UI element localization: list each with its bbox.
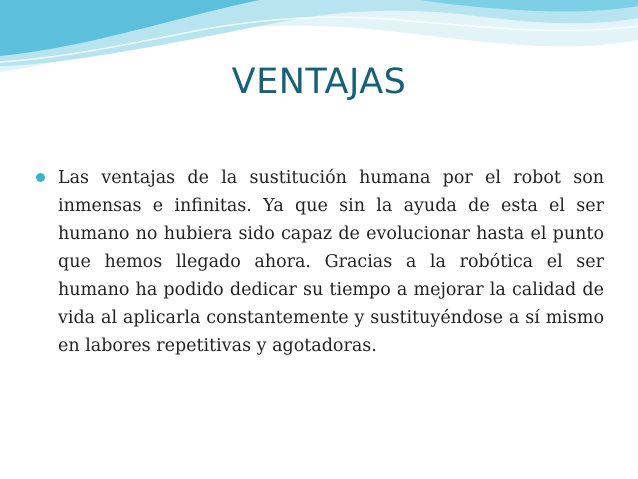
bullet-item: [34, 164, 604, 360]
slide-body: [34, 164, 604, 360]
slide-title: VENTAJAS: [231, 62, 407, 102]
bullet-dot-icon: [36, 173, 45, 182]
bullet-text: Las ventajas de la sustitución humana por el robot son inmensas e infinitas. Ya que sin la ayuda de esta el ser humano no hubiera sido capaz de evolucionar hasta el punto que hemos llegado ahora. Gracias a la robótica el ser humano ha podido dedicar su tiempo a mejorar la calidad de vida al aplicarla constantemente y sustituyéndose a sí mismo en labores repetitivas y agotadoras.: [58, 168, 604, 356]
